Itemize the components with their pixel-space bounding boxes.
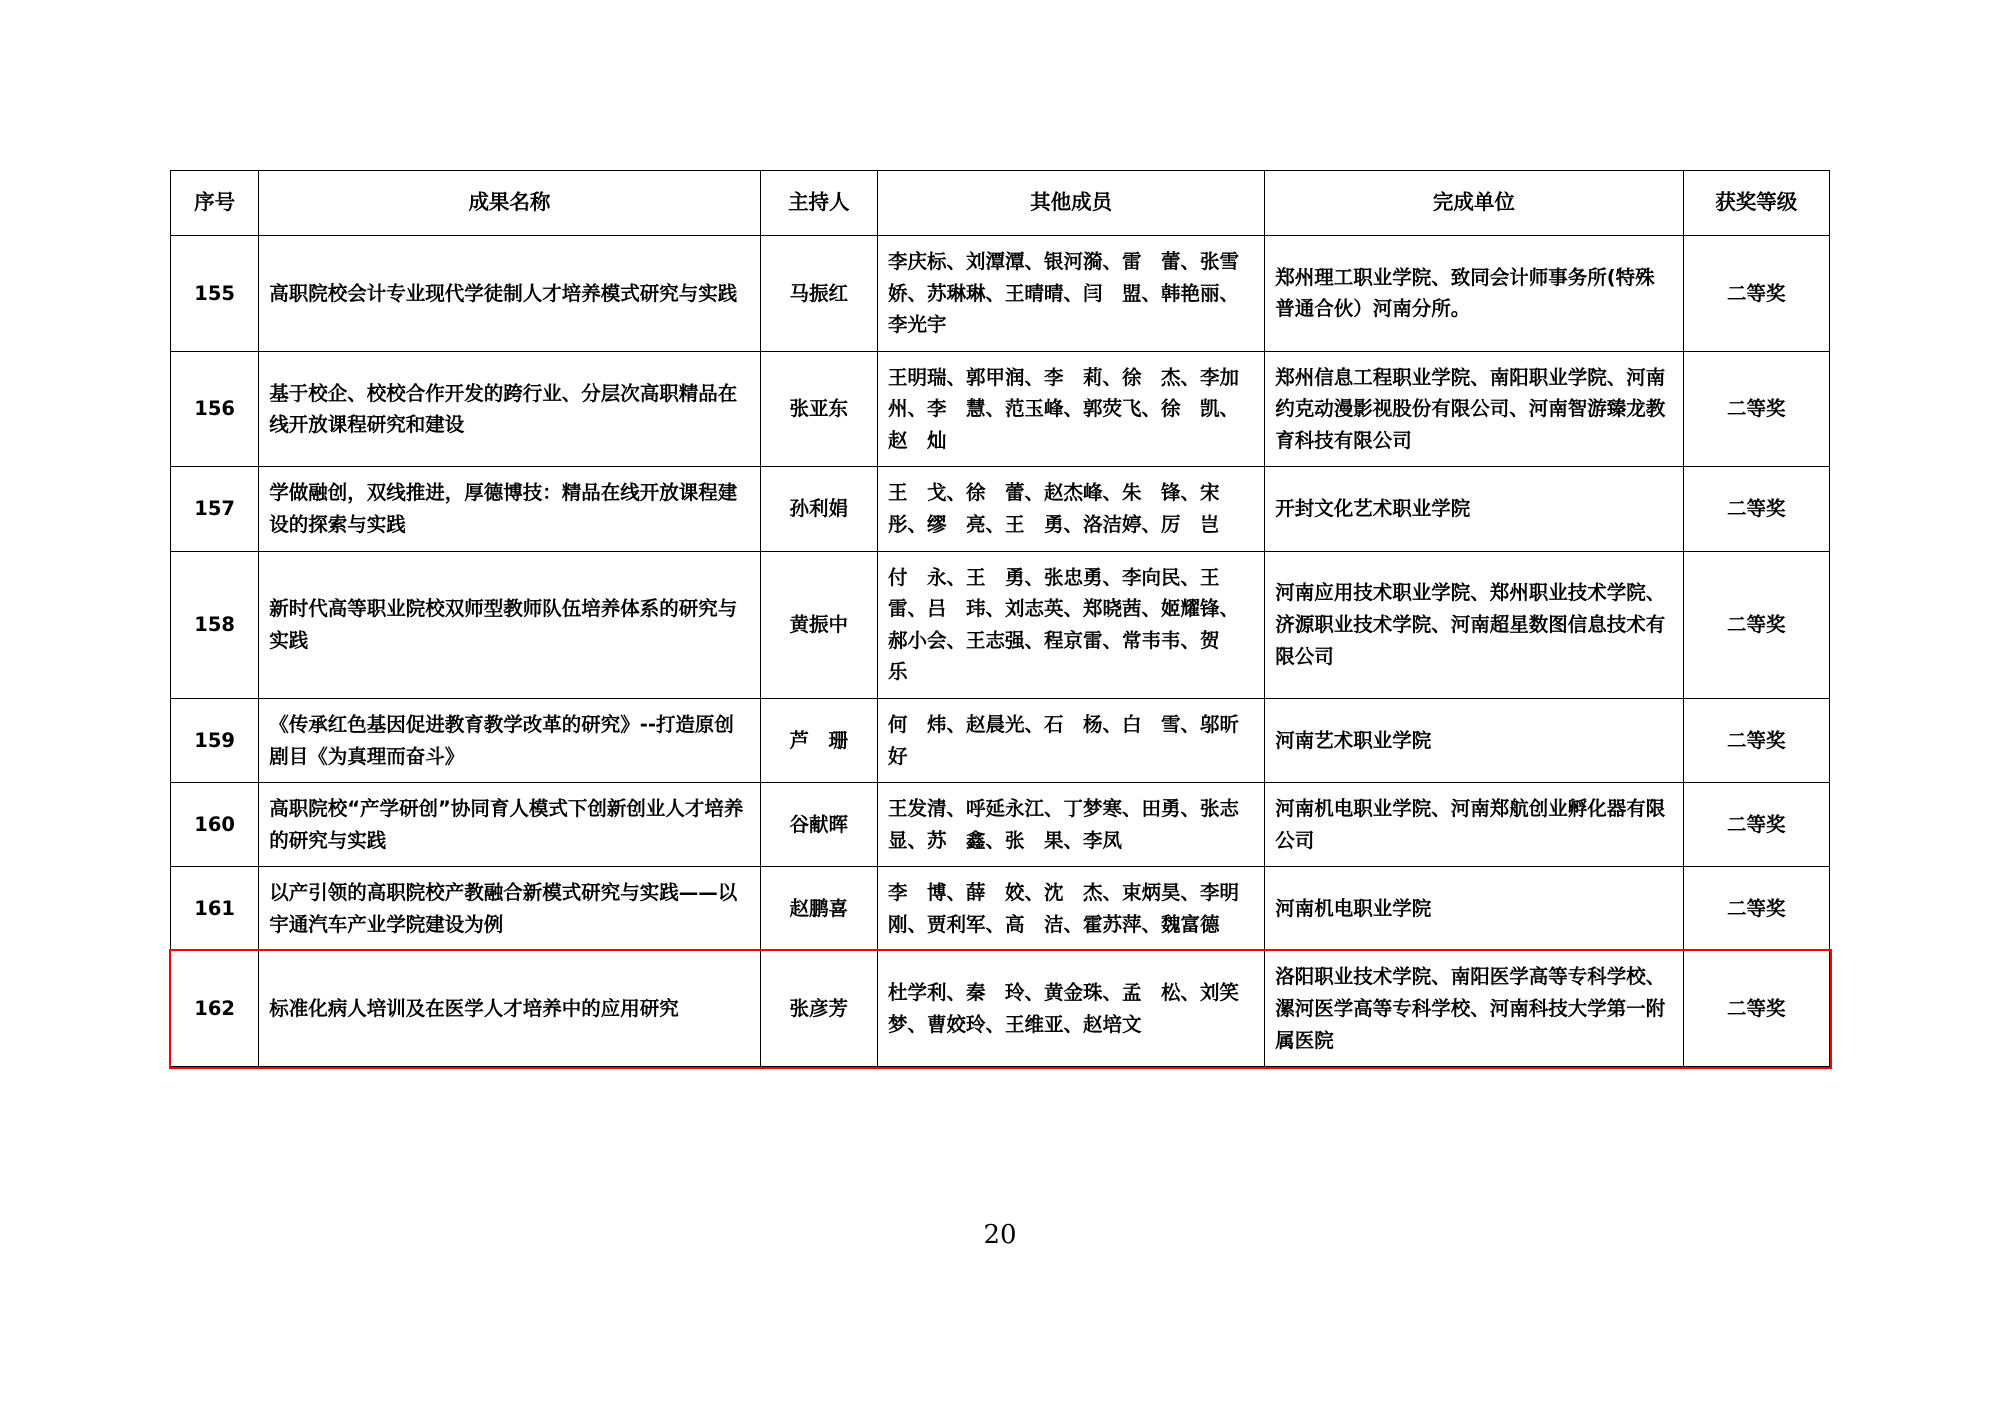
cell-award: 二等奖 xyxy=(1683,551,1829,698)
cell-award: 二等奖 xyxy=(1683,236,1829,352)
cell-members: 付 永、王 勇、张忠勇、李向民、王 雷、吕 玮、刘志英、郑晓茜、姬耀锋、郝小会、王志强、程京雷、常韦韦、贺 乐 xyxy=(877,551,1264,698)
table-row xyxy=(171,467,1830,551)
cell-host: 马振红 xyxy=(760,236,877,352)
table-row xyxy=(171,783,1830,867)
cell-title: 以产引领的高职院校产教融合新模式研究与实践——以宇通汽车产业学院建设为例 xyxy=(259,867,760,951)
table-row xyxy=(171,551,1830,698)
cell-members: 王 戈、徐 蕾、赵杰峰、朱 锋、宋 彤、缪 亮、王 勇、洛洁婷、厉 岂 xyxy=(877,467,1264,551)
cell-award: 二等奖 xyxy=(1683,783,1829,867)
table-row xyxy=(171,867,1830,951)
table-row-highlighted xyxy=(171,951,1830,1067)
cell-host: 芦 珊 xyxy=(760,698,877,782)
cell-members: 李庆标、刘潭潭、银河漪、雷 蕾、张雪娇、苏琳琳、王晴晴、闫 盟、韩艳丽、李光宇 xyxy=(877,236,1264,352)
cell-index: 159 xyxy=(171,698,259,782)
cell-host: 张彦芳 xyxy=(760,951,877,1067)
header-members: 其他成员 xyxy=(877,171,1264,236)
cell-unit: 河南机电职业学院 xyxy=(1265,867,1683,951)
cell-members: 李 博、薛 姣、沈 杰、束炳昊、李明刚、贾利军、高 洁、霍苏萍、魏富德 xyxy=(877,867,1264,951)
cell-title: 高职院校“产学研创”协同育人模式下创新创业人才培养的研究与实践 xyxy=(259,783,760,867)
cell-unit: 河南应用技术职业学院、郑州职业技术学院、济源职业技术学院、河南超星数图信息技术有限公司 xyxy=(1265,551,1683,698)
cell-members: 杜学利、秦 玲、黄金珠、孟 松、刘笑梦、曹姣玲、王维亚、赵培文 xyxy=(877,951,1264,1067)
cell-index: 156 xyxy=(171,351,259,467)
table-row xyxy=(171,351,1830,467)
cell-host: 谷献晖 xyxy=(760,783,877,867)
cell-members: 王发清、呼延永江、丁梦寒、田勇、张志显、苏 鑫、张 果、李凤 xyxy=(877,783,1264,867)
cell-unit: 郑州信息工程职业学院、南阳职业学院、河南约克动漫影视股份有限公司、河南智游臻龙教育科技有限公司 xyxy=(1265,351,1683,467)
cell-unit: 河南艺术职业学院 xyxy=(1265,698,1683,782)
table-header xyxy=(171,171,1830,236)
header-award: 获奖等级 xyxy=(1683,171,1829,236)
cell-index: 155 xyxy=(171,236,259,352)
header-title: 成果名称 xyxy=(259,171,760,236)
cell-index: 160 xyxy=(171,783,259,867)
table-body xyxy=(171,236,1830,1067)
header-index: 序号 xyxy=(171,171,259,236)
cell-unit: 洛阳职业技术学院、南阳医学高等专科学校、漯河医学高等专科学校、河南科技大学第一附属医院 xyxy=(1265,951,1683,1067)
cell-host: 赵鹏喜 xyxy=(760,867,877,951)
table-header-row xyxy=(171,171,1830,236)
cell-unit: 郑州理工职业学院、致同会计师事务所(特殊普通合伙）河南分所。 xyxy=(1265,236,1683,352)
cell-index: 161 xyxy=(171,867,259,951)
cell-title: 高职院校会计专业现代学徒制人才培养模式研究与实践 xyxy=(259,236,760,352)
results-table xyxy=(170,170,1830,1067)
header-unit: 完成单位 xyxy=(1265,171,1683,236)
cell-host: 黄振中 xyxy=(760,551,877,698)
cell-award: 二等奖 xyxy=(1683,951,1829,1067)
cell-members: 王明瑞、郭甲润、李 莉、徐 杰、李加州、李 慧、范玉峰、郭荧飞、徐 凯、赵 灿 xyxy=(877,351,1264,467)
cell-title: 《传承红色基因促进教育教学改革的研究》--打造原创剧目《为真理而奋斗》 xyxy=(259,698,760,782)
table-row xyxy=(171,236,1830,352)
cell-index: 158 xyxy=(171,551,259,698)
cell-title: 学做融创，双线推进，厚德博技：精品在线开放课程建设的探索与实践 xyxy=(259,467,760,551)
cell-host: 孙利娟 xyxy=(760,467,877,551)
cell-title: 新时代高等职业院校双师型教师队伍培养体系的研究与实践 xyxy=(259,551,760,698)
cell-unit: 河南机电职业学院、河南郑航创业孵化器有限公司 xyxy=(1265,783,1683,867)
cell-index: 162 xyxy=(171,951,259,1067)
cell-title: 标准化病人培训及在医学人才培养中的应用研究 xyxy=(259,951,760,1067)
cell-host: 张亚东 xyxy=(760,351,877,467)
cell-award: 二等奖 xyxy=(1683,698,1829,782)
header-host: 主持人 xyxy=(760,171,877,236)
table-row xyxy=(171,698,1830,782)
cell-members: 何 炜、赵晨光、石 杨、白 雪、邬昕好 xyxy=(877,698,1264,782)
cell-award: 二等奖 xyxy=(1683,467,1829,551)
cell-title: 基于校企、校校合作开发的跨行业、分层次高职精品在线开放课程研究和建设 xyxy=(259,351,760,467)
cell-unit: 开封文化艺术职业学院 xyxy=(1265,467,1683,551)
cell-award: 二等奖 xyxy=(1683,867,1829,951)
page-number: 20 xyxy=(983,1220,1017,1250)
cell-index: 157 xyxy=(171,467,259,551)
cell-award: 二等奖 xyxy=(1683,351,1829,467)
